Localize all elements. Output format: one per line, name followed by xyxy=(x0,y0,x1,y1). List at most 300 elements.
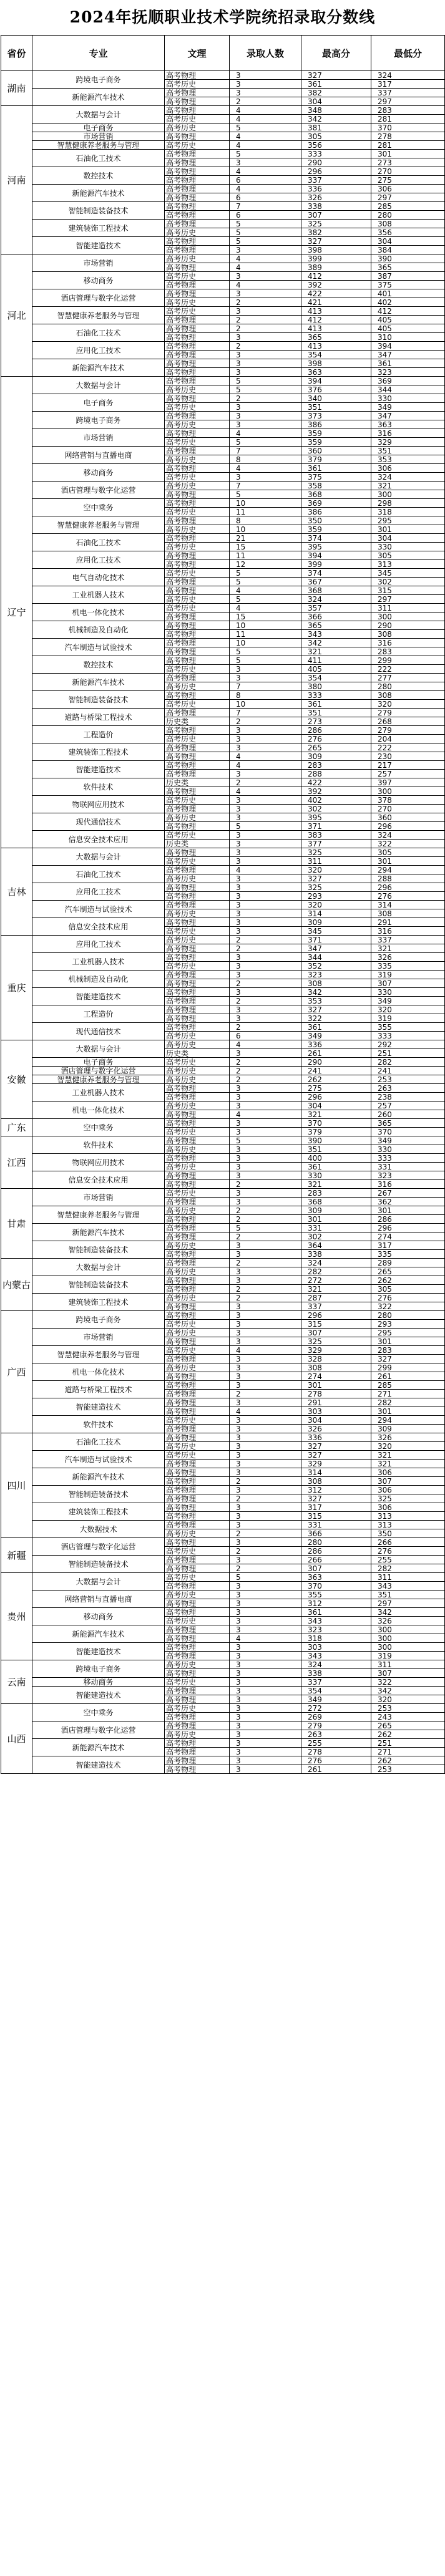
max-score-cell: 412 xyxy=(301,272,371,281)
min-score-cell: 294 xyxy=(371,1416,445,1425)
max-score-cell: 370 xyxy=(301,1582,371,1591)
min-score-cell: 319 xyxy=(371,1652,445,1660)
enrolled-cell: 3 xyxy=(230,1730,301,1739)
enrolled-cell: 3 xyxy=(230,412,301,420)
max-score-cell: 282 xyxy=(301,1267,371,1276)
subject-cell: 高考物理 xyxy=(165,560,230,569)
table-row xyxy=(1,604,445,613)
subject-cell: 高考历史 xyxy=(165,857,230,866)
enrolled-cell: 2 xyxy=(230,394,301,403)
subject-cell: 高考物理 xyxy=(165,1643,230,1652)
min-score-cell: 331 xyxy=(371,1163,445,1171)
table-row xyxy=(1,1739,445,1748)
min-score-cell: 281 xyxy=(371,141,445,150)
min-score-cell: 402 xyxy=(371,298,445,307)
subject-cell: 高考物理 xyxy=(165,1494,230,1503)
max-score-cell: 421 xyxy=(301,298,371,307)
min-score-cell: 300 xyxy=(371,1634,445,1643)
enrolled-cell: 15 xyxy=(230,613,301,621)
max-score-cell: 320 xyxy=(301,866,371,874)
max-score-cell: 354 xyxy=(301,351,371,359)
subject-cell: 高考物理 xyxy=(165,586,230,595)
max-score-cell: 329 xyxy=(301,1346,371,1355)
enrolled-cell: 3 xyxy=(230,1320,301,1329)
subject-cell: 高考物理 xyxy=(165,1136,230,1145)
max-score-cell: 324 xyxy=(301,1660,371,1669)
min-score-cell: 317 xyxy=(371,80,445,89)
table-row xyxy=(1,1154,445,1163)
min-score-cell: 313 xyxy=(371,1521,445,1529)
max-score-cell: 327 xyxy=(301,71,371,80)
min-score-cell: 335 xyxy=(371,1250,445,1259)
major-cell: 信息安全技术应用 xyxy=(32,831,165,848)
min-score-cell: 319 xyxy=(371,971,445,979)
max-score-cell: 338 xyxy=(301,1250,371,1259)
table-row xyxy=(1,1416,445,1425)
max-score-cell: 411 xyxy=(301,656,371,665)
enrolled-cell: 3 xyxy=(230,1765,301,1774)
subject-cell: 历史类 xyxy=(165,778,230,787)
enrolled-cell: 5 xyxy=(230,1224,301,1232)
enrolled-cell: 6 xyxy=(230,176,301,185)
enrolled-cell: 5 xyxy=(230,1573,301,1582)
table-row xyxy=(1,1005,445,1014)
table-row xyxy=(1,289,445,298)
min-score-cell: 320 xyxy=(371,1695,445,1704)
subject-cell: 高考物理 xyxy=(165,412,230,420)
subject-cell: 高考物理 xyxy=(165,237,230,246)
subject-cell: 高考物理 xyxy=(165,1407,230,1416)
enrolled-cell: 3 xyxy=(230,80,301,89)
enrolled-cell: 3 xyxy=(230,359,301,368)
min-score-cell: 405 xyxy=(371,316,445,324)
subject-cell: 高考物理 xyxy=(165,1669,230,1678)
min-score-cell: 318 xyxy=(371,508,445,516)
max-score-cell: 379 xyxy=(301,455,371,464)
max-score-cell: 368 xyxy=(301,586,371,595)
subject-cell: 高考物理 xyxy=(165,979,230,988)
subject-cell: 高考物理 xyxy=(165,944,230,953)
table-row xyxy=(1,848,445,857)
enrolled-cell: 4 xyxy=(230,141,301,150)
min-score-cell: 273 xyxy=(371,158,445,167)
enrolled-cell: 2 xyxy=(230,1058,301,1067)
max-score-cell: 296 xyxy=(301,1311,371,1320)
subject-cell: 高考物理 xyxy=(165,1372,230,1381)
min-score-cell: 370 xyxy=(371,1128,445,1136)
major-cell: 应用化工技术 xyxy=(32,551,165,569)
major-cell: 建筑装饰工程技术 xyxy=(32,743,165,761)
min-score-cell: 297 xyxy=(371,595,445,604)
subject-cell: 高考物理 xyxy=(165,1634,230,1643)
enrolled-cell: 3 xyxy=(230,1416,301,1425)
enrolled-cell: 3 xyxy=(230,1442,301,1451)
table-row xyxy=(1,1084,445,1093)
major-cell: 石油化工技术 xyxy=(32,1433,165,1451)
table-row xyxy=(1,936,445,944)
table-row xyxy=(1,1294,445,1302)
enrolled-cell: 10 xyxy=(230,700,301,709)
max-score-cell: 304 xyxy=(301,1416,371,1425)
subject-cell: 高考历史 xyxy=(165,1363,230,1372)
enrolled-cell: 2 xyxy=(230,944,301,953)
table-row xyxy=(1,883,445,892)
major-cell: 软件技术 xyxy=(32,1416,165,1433)
min-score-cell: 265 xyxy=(371,1267,445,1276)
max-score-cell: 374 xyxy=(301,569,371,578)
major-cell: 市场营销 xyxy=(32,1189,165,1206)
min-score-cell: 387 xyxy=(371,272,445,281)
min-score-cell: 262 xyxy=(371,1756,445,1765)
min-score-cell: 307 xyxy=(371,1669,445,1678)
min-score-cell: 322 xyxy=(371,1678,445,1687)
min-score-cell: 268 xyxy=(371,717,445,726)
min-score-cell: 280 xyxy=(371,1311,445,1320)
major-cell: 智慧健康养老服务与管理 xyxy=(32,516,165,534)
subject-cell: 高考物理 xyxy=(165,429,230,438)
table-row xyxy=(1,988,445,997)
max-score-cell: 326 xyxy=(301,193,371,202)
major-cell: 应用化工技术 xyxy=(32,936,165,953)
min-score-cell: 309 xyxy=(371,1425,445,1433)
max-score-cell: 386 xyxy=(301,508,371,516)
min-score-cell: 305 xyxy=(371,551,445,560)
major-cell: 数控技术 xyxy=(32,656,165,674)
max-score-cell: 269 xyxy=(301,1713,371,1721)
major-cell: 跨境电子商务 xyxy=(32,1311,165,1329)
subject-cell: 高考物理 xyxy=(165,324,230,333)
max-score-cell: 371 xyxy=(301,936,371,944)
min-score-cell: 238 xyxy=(371,1093,445,1102)
subject-cell: 高考物理 xyxy=(165,805,230,813)
table-row xyxy=(1,141,445,150)
enrolled-cell: 3 xyxy=(230,1582,301,1591)
max-score-cell: 290 xyxy=(301,158,371,167)
min-score-cell: 271 xyxy=(371,1390,445,1398)
table-row xyxy=(1,1486,445,1494)
major-cell: 智能建造技术 xyxy=(32,1756,165,1774)
max-score-cell: 390 xyxy=(301,1136,371,1145)
min-score-cell: 330 xyxy=(371,394,445,403)
min-score-cell: 353 xyxy=(371,455,445,464)
table-row xyxy=(1,551,445,560)
max-score-cell: 336 xyxy=(301,1040,371,1049)
province-cell: 甘肃 xyxy=(1,1189,32,1259)
subject-cell: 高考历史 xyxy=(165,1267,230,1276)
table-row xyxy=(1,71,445,80)
subject-cell: 高考历史 xyxy=(165,831,230,840)
max-score-cell: 389 xyxy=(301,263,371,272)
table-body xyxy=(1,71,445,1774)
min-score-cell: 405 xyxy=(371,324,445,333)
max-score-cell: 274 xyxy=(301,1372,371,1381)
major-cell: 智能制造装备技术 xyxy=(32,202,165,220)
min-score-cell: 333 xyxy=(371,1032,445,1040)
header-major: 专业 xyxy=(32,36,165,71)
min-score-cell: 300 xyxy=(371,490,445,499)
min-score-cell: 253 xyxy=(371,1765,445,1774)
min-score-cell: 311 xyxy=(371,1660,445,1669)
max-score-cell: 288 xyxy=(301,770,371,778)
enrolled-cell: 4 xyxy=(230,167,301,176)
enrolled-cell: 3 xyxy=(230,1049,301,1058)
enrolled-cell: 3 xyxy=(230,1302,301,1311)
subject-cell: 高考物理 xyxy=(165,822,230,831)
min-score-cell: 270 xyxy=(371,167,445,176)
table-row xyxy=(1,1538,445,1547)
enrolled-cell: 3 xyxy=(230,1276,301,1285)
enrolled-cell: 3 xyxy=(230,1460,301,1468)
min-score-cell: 316 xyxy=(371,429,445,438)
max-score-cell: 351 xyxy=(301,709,371,717)
min-score-cell: 296 xyxy=(371,883,445,892)
table-row xyxy=(1,1058,445,1067)
min-score-cell: 330 xyxy=(371,1145,445,1154)
max-score-cell: 308 xyxy=(301,1363,371,1372)
enrolled-cell: 2 xyxy=(230,316,301,324)
table-row xyxy=(1,709,445,717)
min-score-cell: 306 xyxy=(371,1468,445,1477)
min-score-cell: 397 xyxy=(371,778,445,787)
min-score-cell: 363 xyxy=(371,420,445,429)
header-min-score: 最低分 xyxy=(371,36,445,71)
max-score-cell: 380 xyxy=(301,682,371,691)
table-row xyxy=(1,1311,445,1320)
min-score-cell: 301 xyxy=(371,150,445,158)
table-row xyxy=(1,1363,445,1372)
max-score-cell: 363 xyxy=(301,368,371,377)
subject-cell: 高考物理 xyxy=(165,202,230,211)
min-score-cell: 326 xyxy=(371,1617,445,1625)
min-score-cell: 255 xyxy=(371,1556,445,1564)
enrolled-cell: 10 xyxy=(230,621,301,630)
major-cell: 大数据与会计 xyxy=(32,106,165,123)
enrolled-cell: 4 xyxy=(230,185,301,193)
max-score-cell: 382 xyxy=(301,228,371,237)
min-score-cell: 260 xyxy=(371,1110,445,1119)
province-cell: 新疆 xyxy=(1,1538,32,1573)
subject-cell: 高考物理 xyxy=(165,464,230,473)
enrolled-cell: 5 xyxy=(230,123,301,132)
table-row xyxy=(1,106,445,115)
subject-cell: 高考历史 xyxy=(165,665,230,674)
min-score-cell: 313 xyxy=(371,560,445,569)
max-score-cell: 272 xyxy=(301,1704,371,1713)
table-row xyxy=(1,778,445,787)
max-score-cell: 399 xyxy=(301,560,371,569)
table-row xyxy=(1,1023,445,1032)
major-cell: 智慧健康养老服务与管理 xyxy=(32,307,165,324)
max-score-cell: 278 xyxy=(301,1748,371,1756)
min-score-cell: 306 xyxy=(371,464,445,473)
table-row xyxy=(1,464,445,473)
enrolled-cell: 4 xyxy=(230,752,301,761)
min-score-cell: 257 xyxy=(371,1102,445,1110)
min-score-cell: 307 xyxy=(371,979,445,988)
enrolled-cell: 3 xyxy=(230,901,301,909)
max-score-cell: 354 xyxy=(301,674,371,682)
max-score-cell: 307 xyxy=(301,1329,371,1337)
enrolled-cell: 11 xyxy=(230,508,301,516)
subject-cell: 高考历史 xyxy=(165,1678,230,1687)
min-score-cell: 295 xyxy=(371,1329,445,1337)
enrolled-cell: 3 xyxy=(230,1014,301,1023)
max-score-cell: 413 xyxy=(301,324,371,333)
enrolled-cell: 3 xyxy=(230,1538,301,1547)
enrolled-cell: 5 xyxy=(230,490,301,499)
enrolled-cell: 5 xyxy=(230,656,301,665)
max-score-cell: 370 xyxy=(301,1119,371,1128)
enrolled-cell: 5 xyxy=(230,647,301,656)
max-score-cell: 261 xyxy=(301,1049,371,1058)
major-cell: 大数据技术 xyxy=(32,1521,165,1538)
max-score-cell: 337 xyxy=(301,176,371,185)
enrolled-cell: 5 xyxy=(230,377,301,385)
max-score-cell: 327 xyxy=(301,1451,371,1460)
min-score-cell: 241 xyxy=(371,1067,445,1075)
subject-cell: 高考历史 xyxy=(165,1660,230,1669)
table-row xyxy=(1,1102,445,1110)
table-row xyxy=(1,1398,445,1407)
min-score-cell: 290 xyxy=(371,621,445,630)
subject-cell: 高考物理 xyxy=(165,333,230,342)
table-row xyxy=(1,1687,445,1695)
min-score-cell: 375 xyxy=(371,281,445,289)
max-score-cell: 375 xyxy=(301,473,371,482)
min-score-cell: 320 xyxy=(371,700,445,709)
enrolled-cell: 2 xyxy=(230,1390,301,1398)
max-score-cell: 241 xyxy=(301,1067,371,1075)
min-score-cell: 308 xyxy=(371,691,445,700)
min-score-cell: 306 xyxy=(371,1486,445,1494)
table-row xyxy=(1,1704,445,1713)
max-score-cell: 359 xyxy=(301,438,371,447)
enrolled-cell: 4 xyxy=(230,1346,301,1355)
major-cell: 机械制造及自动化 xyxy=(32,621,165,639)
subject-cell: 高考历史 xyxy=(165,1442,230,1451)
enrolled-cell: 3 xyxy=(230,883,301,892)
enrolled-cell: 3 xyxy=(230,1171,301,1180)
min-score-cell: 276 xyxy=(371,1547,445,1556)
min-score-cell: 401 xyxy=(371,289,445,298)
enrolled-cell: 3 xyxy=(230,368,301,377)
header-province: 省份 xyxy=(1,36,32,71)
min-score-cell: 285 xyxy=(371,1381,445,1390)
table-row xyxy=(1,342,445,351)
max-score-cell: 325 xyxy=(301,848,371,857)
min-score-cell: 283 xyxy=(371,106,445,115)
max-score-cell: 333 xyxy=(301,691,371,700)
table-row xyxy=(1,726,445,735)
min-score-cell: 349 xyxy=(371,403,445,412)
enrolled-cell: 4 xyxy=(230,263,301,272)
subject-cell: 高考历史 xyxy=(165,1102,230,1110)
province-cell: 江西 xyxy=(1,1136,32,1189)
subject-cell: 高考历史 xyxy=(165,307,230,316)
major-cell: 网络营销与直播电商 xyxy=(32,447,165,464)
subject-cell: 高考物理 xyxy=(165,499,230,508)
min-score-cell: 282 xyxy=(371,1398,445,1407)
enrolled-cell: 11 xyxy=(230,551,301,560)
max-score-cell: 263 xyxy=(301,1730,371,1739)
enrolled-cell: 4 xyxy=(230,464,301,473)
subject-cell: 高考物理 xyxy=(165,883,230,892)
subject-cell: 高考物理 xyxy=(165,176,230,185)
subject-cell: 高考物理 xyxy=(165,656,230,665)
max-score-cell: 368 xyxy=(301,490,371,499)
min-score-cell: 301 xyxy=(371,1337,445,1346)
min-score-cell: 304 xyxy=(371,534,445,543)
enrolled-cell: 3 xyxy=(230,351,301,359)
enrolled-cell: 5 xyxy=(230,822,301,831)
max-score-cell: 318 xyxy=(301,1634,371,1643)
major-cell: 酒店管理与数字化运营 xyxy=(32,1538,165,1556)
max-score-cell: 286 xyxy=(301,726,371,735)
subject-cell: 高考物理 xyxy=(165,709,230,717)
enrolled-cell: 3 xyxy=(230,1652,301,1660)
min-score-cell: 321 xyxy=(371,1460,445,1468)
enrolled-cell: 3 xyxy=(230,1660,301,1669)
enrolled-cell: 3 xyxy=(230,1721,301,1730)
major-cell: 汽车制造与试验技术 xyxy=(32,901,165,918)
enrolled-cell: 3 xyxy=(230,1556,301,1564)
province-cell: 四川 xyxy=(1,1433,32,1538)
province-cell: 河南 xyxy=(1,106,32,254)
subject-cell: 高考物理 xyxy=(165,1250,230,1259)
subject-cell: 高考物理 xyxy=(165,1564,230,1573)
min-score-cell: 307 xyxy=(371,1477,445,1486)
max-score-cell: 291 xyxy=(301,1398,371,1407)
enrolled-cell: 3 xyxy=(230,333,301,342)
enrolled-cell: 2 xyxy=(230,342,301,351)
max-score-cell: 326 xyxy=(301,1425,371,1433)
min-score-cell: 335 xyxy=(371,962,445,971)
enrolled-cell: 3 xyxy=(230,962,301,971)
enrolled-cell: 3 xyxy=(230,1398,301,1407)
major-cell: 新能源汽车技术 xyxy=(32,359,165,377)
enrolled-cell: 3 xyxy=(230,1503,301,1512)
major-cell: 机电一体化技术 xyxy=(32,604,165,621)
table-row xyxy=(1,272,445,281)
min-score-cell: 253 xyxy=(371,1075,445,1084)
subject-cell: 高考物理 xyxy=(165,316,230,324)
enrolled-cell: 10 xyxy=(230,639,301,647)
major-cell: 道路与桥梁工程技术 xyxy=(32,709,165,726)
enrolled-cell: 3 xyxy=(230,289,301,298)
min-score-cell: 263 xyxy=(371,1084,445,1093)
max-score-cell: 322 xyxy=(301,1014,371,1023)
max-score-cell: 365 xyxy=(301,621,371,630)
max-score-cell: 358 xyxy=(301,482,371,490)
enrolled-cell: 3 xyxy=(230,1512,301,1521)
subject-cell: 高考历史 xyxy=(165,962,230,971)
table-row xyxy=(1,394,445,403)
min-score-cell: 296 xyxy=(371,1224,445,1232)
max-score-cell: 287 xyxy=(301,1294,371,1302)
enrolled-cell: 3 xyxy=(230,909,301,918)
enrolled-cell: 3 xyxy=(230,1093,301,1102)
major-cell: 跨境电子商务 xyxy=(32,1660,165,1678)
min-score-cell: 344 xyxy=(371,385,445,394)
max-score-cell: 398 xyxy=(301,359,371,368)
max-score-cell: 283 xyxy=(301,1189,371,1198)
max-score-cell: 293 xyxy=(301,892,371,901)
table-row xyxy=(1,1346,445,1355)
table-row xyxy=(1,1468,445,1477)
enrolled-cell: 4 xyxy=(230,586,301,595)
min-score-cell: 306 xyxy=(371,185,445,193)
table-row xyxy=(1,377,445,385)
